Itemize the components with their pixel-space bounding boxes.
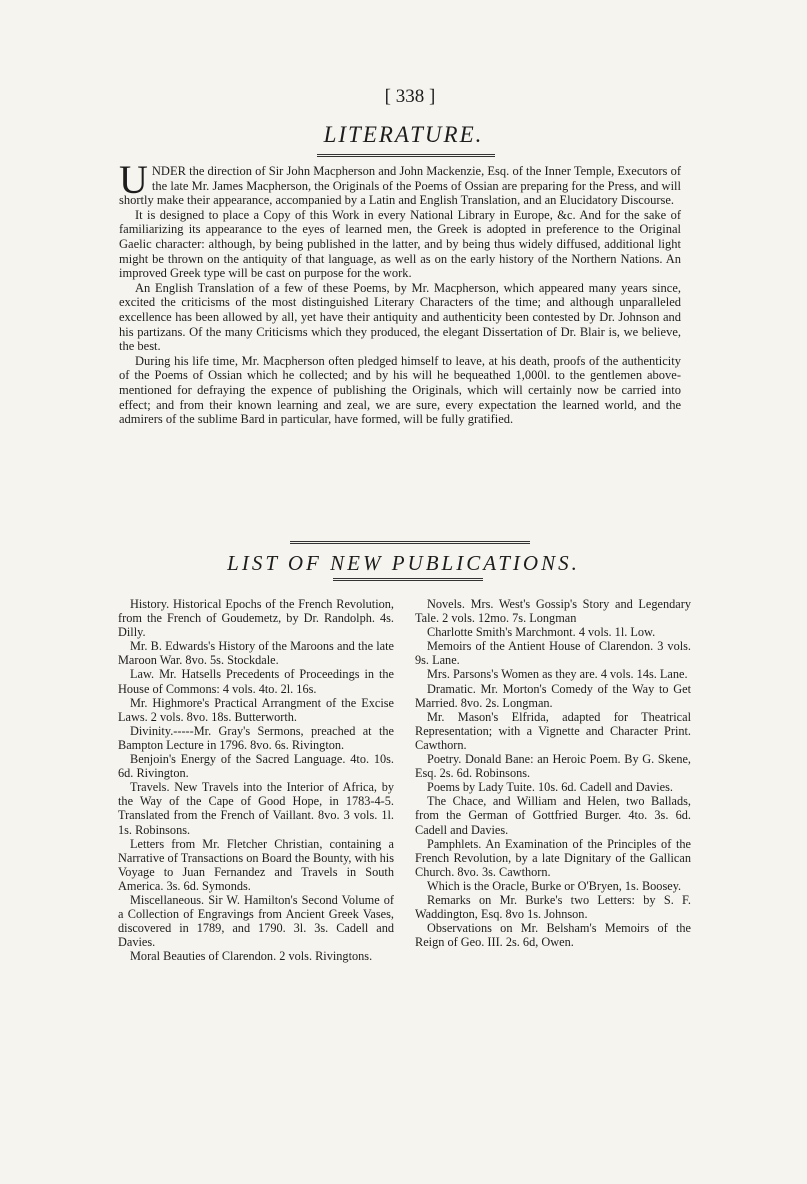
publication-entry: Charlotte Smith's Marchmont. 4 vols. 1l. Low.: [427, 625, 656, 640]
publication-entry: Pamphlets. An Examination of the Principles of the French Revolution, by a late Dignitary of the Gallican Church. 8vo. 3s. Cawthorn.: [415, 836, 691, 879]
article-paragraph: [119, 157, 681, 208]
title-rule: [317, 154, 495, 157]
section-rule: [333, 578, 483, 581]
publication-entry: Poems by Lady Tuite. 10s. 6d. Cadell and Davies.: [427, 780, 673, 795]
publication-entry: Mr. B. Edwards's History of the Maroons and the late Maroon War. 8vo. 5s. Stockdale.: [118, 639, 394, 668]
publications-title: LIST OF NEW PUBLICATIONS.: [227, 551, 580, 575]
publication-entry: Mrs. Parsons's Women as they are. 4 vols. 14s. Lane.: [427, 667, 688, 682]
publication-entry: History. Historical Epochs of the French Revolution, from the French of Goudemetz, by Dr. Randolph. 4s. Dilly.: [118, 597, 394, 640]
publication-entry: Divinity.-----Mr. Gray's Sermons, preached at the Bampton Lecture in 1796. 8vo. 6s. Rivington.: [118, 723, 394, 752]
publication-entry: Letters from Mr. Fletcher Christian, containing a Narrative of Transactions on Board the Bounty, with his Voyage to Juan Fernandez and Travels in South America. 3s. 6d. Symonds.: [118, 836, 394, 893]
publication-entry: Moral Beauties of Clarendon. 2 vols. Rivingtons.: [130, 949, 373, 964]
publication-entry: Travels. New Travels into the Interior of Africa, by the Way of the Cape of Good Hope, in 1783-4-5. Translated from the French of Vaillant. 8vo. 3 vols. 1l. 1s. Robinsons.: [118, 780, 394, 837]
publication-entry: Memoirs of the Antient House of Clarendon. 3 vols. 9s. Lane.: [415, 639, 691, 668]
publication-entry: Mr. Mason's Elfrida, adapted for Theatrical Representation; with a Vignette and Character Print. Cawthorn.: [415, 709, 691, 752]
article-paragraph: It is designed to place a Copy of this Work in every National Library in Europe, &c. And for the sake of familiarizing its appearance to the eyes of learned men, the Greek is adopted in preference to the Original Gaelic character: although, by being published in the latter, and by being thus widely diffused, additional light might be thrown on the antiquity of that language, as well as on the early history of the Northern Nations. An improved Greek type will be cast on purpose for the work.: [119, 207, 681, 281]
literature-title: LITERATURE.: [323, 122, 484, 147]
publication-entry: Remarks on Mr. Burke's two Letters: by S. F. Waddington, Esq. 8vo 1s. Johnson.: [415, 892, 691, 922]
publication-entry: Poetry. Donald Bane: an Heroic Poem. By G. Skene, Esq. 2s. 6d. Robinsons.: [415, 752, 691, 781]
article-paragraph: An English Translation of a few of these Poems, by Mr. Macpherson, which appeared many years since, excited the criticisms of the most distinguished Literary Characters of the time; and although unparalleled excellence has been allowed by all, yet have their antiquity and authenticity been contested by Dr. Johnson and his partizans. Of the many Criticisms which they produced, the elegant Dissertation of Dr. Blair is, we believe, the best.: [119, 280, 681, 354]
publication-entry: Novels. Mrs. West's Gossip's Story and Legendary Tale. 2 vols. 12mo. 7s. Longman: [415, 597, 691, 626]
publication-entry: Which is the Oracle, Burke or O'Bryen, 1s. Boosey.: [427, 878, 682, 893]
drop-cap: U: [119, 157, 148, 202]
article-paragraph: During his life time, Mr. Macpherson often pledged himself to leave, at his death, proofs of the authenticity of the Poems of Ossian which he collected; and by his will he bequeathed 1,000l. to the gentlemen above-mentioned for defraying the expence of publishing the Originals, which will certainly now be carried into effect; and from their known learning and zeal, we are sure, every expectation the learned world, and the admirers of the sublime Bard in particular, have formed, will be fully gratified.: [119, 353, 681, 427]
publication-entry: Law. Mr. Hatsells Precedents of Proceedings in the House of Commons: 4 vols. 4to. 2l. 16s.: [118, 667, 394, 696]
literature-article: [119, 157, 681, 427]
publication-entry: Observations on Mr. Belsham's Memoirs of the Reign of Geo. III. 2s. 6d, Owen.: [415, 921, 691, 950]
publication-entry: Miscellaneous. Sir W. Hamilton's Second Volume of a Collection of Engravings from Ancient Greek Vases, discovered in 1789, and 1790. 3l. 3s. Cadell and Davies.: [118, 892, 394, 950]
publications-right-column: [415, 597, 691, 949]
paragraph-text: NDER the direction of Sir John Macpherson and John Mackenzie, Esq. of the Inner Temple, Executors of the late Mr. James Macpherson, the Originals of the Poems of Ossian are preparing for the Press, and will shortly make their appearance, accompanied by a Latin and English Translation, and an Elucidatory Discourse.: [119, 164, 681, 208]
page-number: [ 338 ]: [384, 86, 436, 107]
section-rule: [290, 541, 530, 544]
publication-entry: The Chace, and William and Helen, two Ballads, from the German of Gottfried Burger. 4to. 3s. 6d. Cadell and Davies.: [415, 794, 691, 837]
publication-entry: Mr. Highmore's Practical Arrangment of the Excise Laws. 2 vols. 8vo. 18s. Butterworth.: [118, 695, 394, 724]
publication-entry: Benjoin's Energy of the Sacred Language. 4to. 10s. 6d. Rivington.: [118, 752, 394, 781]
publication-entry: Dramatic. Mr. Morton's Comedy of the Way to Get Married. 8vo. 2s. Longman.: [415, 681, 691, 710]
publications-left-column: [118, 597, 394, 963]
